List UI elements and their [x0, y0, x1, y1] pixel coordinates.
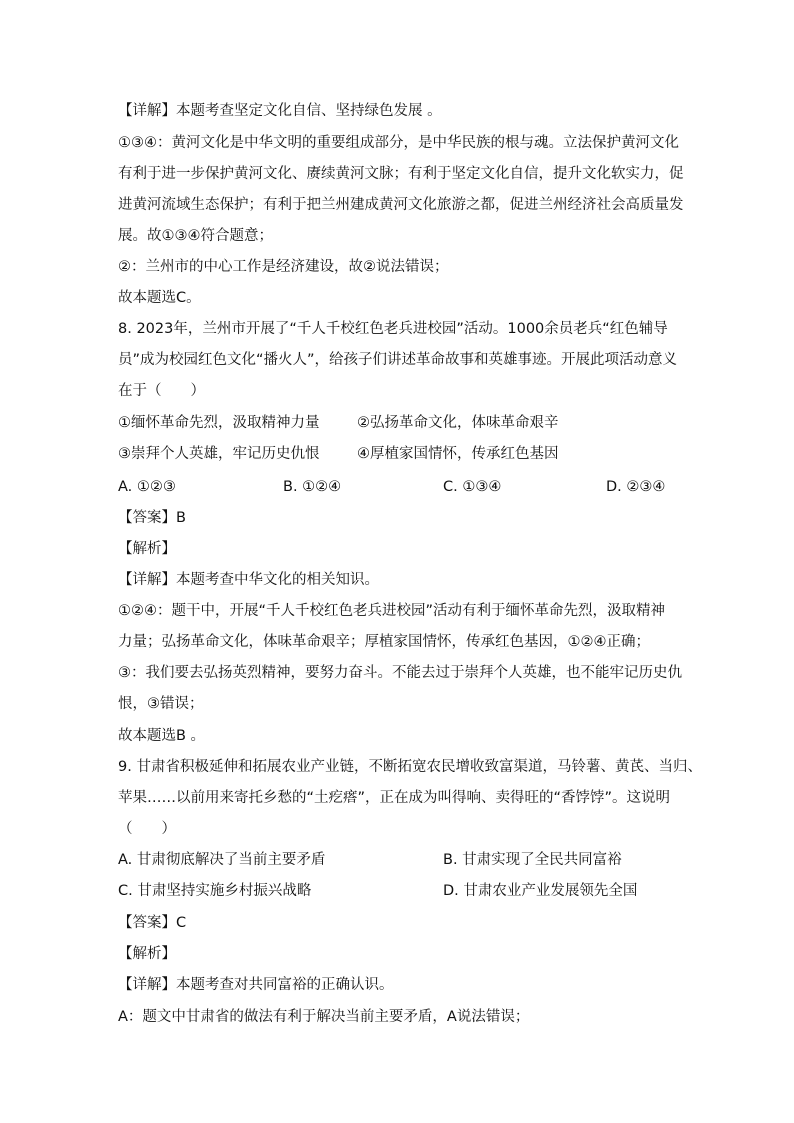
question-9-stem: 苹果……以前用来寄托乡愁的“土疙瘩”，正在成为叫得响、卖得旺的“香饽饽”。这说明	[118, 790, 671, 806]
question-9-stem: 9. 甘肃省积极延伸和拓展农业产业链，不断拓宽农民增收致富渠道，马铃薯、黄芪、当归、	[118, 759, 702, 775]
statement-2: ②弘扬革命文化，体味革命艰辛	[357, 415, 559, 431]
option-a: A. ①②③	[118, 479, 176, 495]
explanation-line: ③：我们要去弘扬英烈精神，要努力奋斗。不能去过于崇拜个人英雄，也不能牢记历史仇	[118, 665, 682, 681]
explanation-line: ①②④：题干中，开展“千人千校红色老兵进校园”活动有利于缅怀革命先烈，汲取精神	[118, 603, 666, 619]
option-a: A. 甘肃彻底解决了当前主要矛盾	[118, 852, 326, 868]
conclusion-line: 故本题选C。	[118, 290, 201, 306]
answer-line: 【答案】C	[118, 915, 187, 931]
option-d: D. 甘肃农业产业发展领先全国	[443, 883, 638, 899]
statement-3: ③崇拜个人英雄，牢记历史仇恨	[118, 446, 320, 462]
explanation-line: 进黄河流域生态保护；有利于把兰州建成黄河文化旅游之都，促进兰州经济社会高质量发	[118, 197, 684, 213]
question-8-stem: 在于（ ）	[118, 383, 205, 399]
analysis-heading: 【解析】	[118, 946, 176, 962]
explanation-line: 恨，③错误；	[118, 696, 204, 712]
analysis-heading: 【解析】	[118, 541, 176, 557]
question-8-stem: 8. 2023年，兰州市开展了“千人千校红色老兵进校园”活动。1000余员老兵“红色辅导	[118, 321, 668, 337]
option-d: D. ②③④	[606, 479, 666, 495]
statement-1: ①缅怀革命先烈，汲取精神力量	[118, 415, 320, 431]
detail-line: 【详解】本题考查坚定文化自信、坚持绿色发展 。	[118, 103, 442, 119]
explanation-line: 有利于进一步保护黄河文化、赓续黄河文脉；有利于坚定文化自信，提升文化软实力，促	[118, 166, 684, 182]
option-b: B. ①②④	[283, 479, 342, 495]
detail-line: 【详解】本题考查对共同富裕的正确认识。	[118, 977, 394, 993]
option-c: C. ①③④	[443, 479, 502, 495]
option-b: B. 甘肃实现了全民共同富裕	[443, 852, 622, 868]
statement-4: ④厚植家国情怀，传承红色基因	[357, 446, 559, 462]
explanation-line: 展。故①③④符合题意；	[118, 228, 273, 244]
conclusion-line: 故本题选B 。	[118, 728, 206, 744]
explanation-line: ②：兰州市的中心工作是经济建设，故②说法错误；	[118, 259, 449, 275]
explanation-line: A：题文中甘肃省的做法有利于解决当前主要矛盾，A说法错误；	[118, 1009, 530, 1025]
option-c: C. 甘肃坚持实施乡村振兴战略	[118, 883, 312, 899]
explanation-line: ①③④：黄河文化是中华文明的重要组成部分，是中华民族的根与魂。立法保护黄河文化	[118, 135, 679, 151]
question-8-stem: 员”成为校园红色文化“播火人”，给孩子们讲述革命故事和英雄事迹。开展此项活动意义	[118, 352, 678, 368]
explanation-line: 力量；弘扬革命文化，体味革命艰辛；厚植家国情怀，传承红色基因，①②④正确；	[118, 634, 650, 650]
detail-line: 【详解】本题考查中华文化的相关知识。	[118, 572, 379, 588]
answer-line: 【答案】B	[118, 510, 186, 526]
question-9-stem: （ ）	[118, 821, 176, 837]
